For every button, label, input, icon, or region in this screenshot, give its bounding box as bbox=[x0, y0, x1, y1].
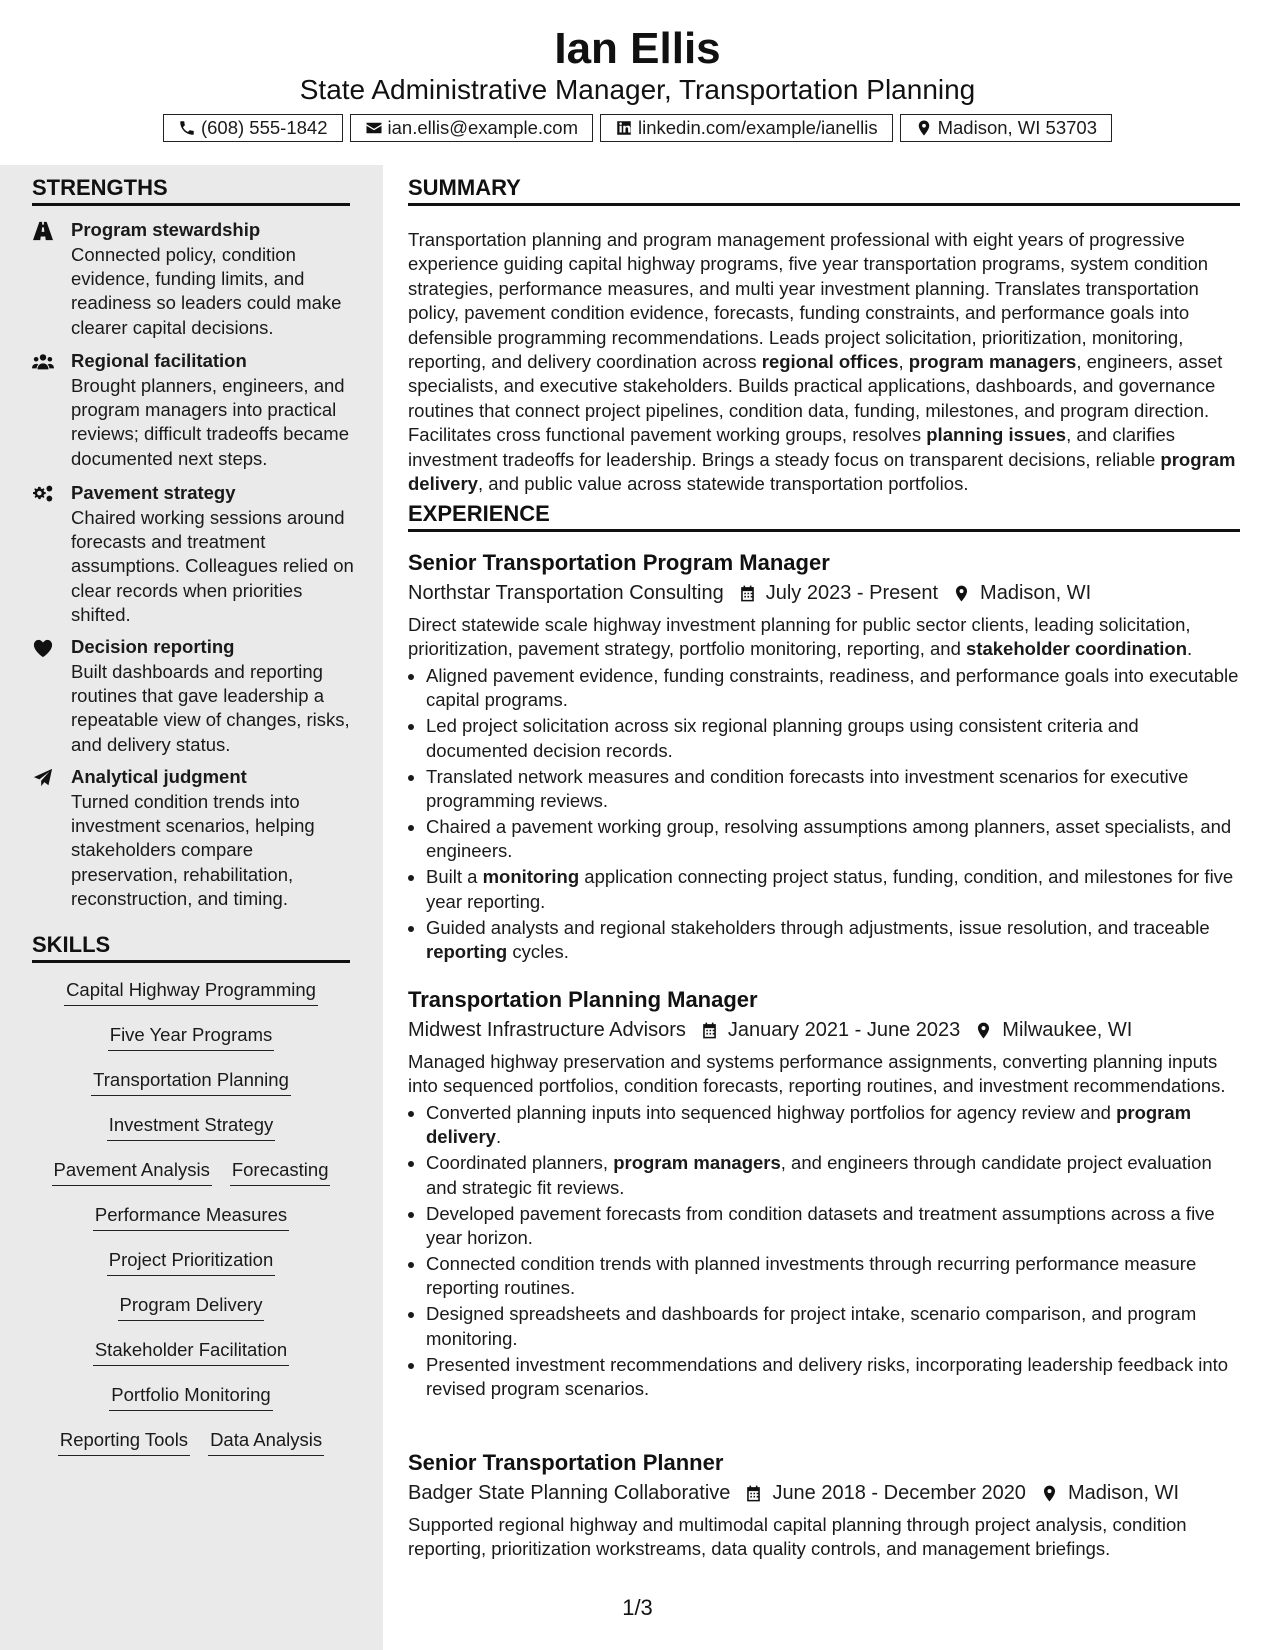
skill-tag: Five Year Programs bbox=[108, 1023, 274, 1051]
skill-tag: Data Analysis bbox=[208, 1428, 324, 1456]
strength-title: Pavement strategy bbox=[71, 482, 236, 503]
bullet-item bbox=[426, 916, 1240, 965]
road-icon bbox=[32, 221, 54, 241]
skills-heading: SKILLS bbox=[32, 930, 350, 963]
bold-keyword: program delivery bbox=[408, 448, 1236, 495]
skill-tag: Forecasting bbox=[230, 1158, 331, 1186]
job-title: Senior Transportation Planner bbox=[408, 1450, 724, 1475]
phone-icon bbox=[178, 119, 196, 137]
sidebar bbox=[0, 165, 383, 1650]
resume-header bbox=[0, 0, 1275, 165]
job-description bbox=[408, 1513, 1240, 1562]
bullet-item bbox=[426, 815, 1240, 864]
job-title: Transportation Planning Manager bbox=[408, 987, 758, 1012]
text-run: , bbox=[898, 351, 909, 373]
job-dates: June 2018 - December 2020 bbox=[772, 1482, 1026, 1504]
skill-tag: Capital Highway Programming bbox=[64, 978, 318, 1006]
users-icon bbox=[32, 352, 54, 372]
skill-tag: Transportation Planning bbox=[91, 1068, 291, 1096]
bullet-item bbox=[426, 865, 1240, 914]
job-location: Madison, WI bbox=[980, 582, 1092, 604]
skill-tag: Performance Measures bbox=[93, 1203, 289, 1231]
company-name: Midwest Infrastructure Advisors bbox=[408, 1019, 686, 1041]
text-run: Presented investment recommendations and delivery risks, incorporating leadership feedback into revised program scenarios. bbox=[426, 1353, 1229, 1400]
text-run: Developed pavement forecasts from condition datasets and treatment assumptions across a five year horizon. bbox=[426, 1202, 1215, 1249]
job-location: Milwaukee, WI bbox=[1002, 1019, 1133, 1041]
text-run: Direct statewide scale highway investment planning for public sector clients, leading solicitation, prioritization, pavement strategy, portfolio monitoring, reporting, and bbox=[408, 614, 1191, 660]
text-run: Supported regional highway and multimodal capital planning through project analysis, condition reporting, prioritization workstreams, data quality controls, and management briefings. bbox=[408, 1514, 1187, 1560]
candidate-name: Ian Ellis bbox=[554, 24, 721, 73]
skill-tag: Project Prioritization bbox=[107, 1248, 276, 1276]
map-pin-icon bbox=[974, 1021, 993, 1040]
skill-row bbox=[32, 1113, 350, 1141]
map-pin-icon bbox=[952, 584, 971, 603]
strength-desc: Connected policy, condition evidence, funding limits, and readiness so leaders could make clearer capital decisions. bbox=[71, 243, 342, 338]
job-bullets bbox=[408, 1101, 1240, 1402]
skill-row bbox=[32, 1338, 350, 1366]
text-run: , and clarifies investment tradeoffs for leadership. Brings a steady focus on transparent decisions, reliable bbox=[408, 424, 1176, 470]
experience-heading: EXPERIENCE bbox=[408, 499, 1240, 532]
bold-keyword: stakeholder coordination bbox=[966, 638, 1188, 660]
text-run: , engineers, asset specialists, and executive stakeholders. Builds practical applications, dashboards, and governance routines that connect project pipelines, condition data, funding, milestones, and program direction. Facilitates cross functional pavement working groups, resolves bbox=[408, 351, 1223, 446]
text-run: , and engineers through candidate project evaluation and strategic fit reviews. bbox=[426, 1152, 1212, 1198]
bold-keyword: program managers bbox=[908, 351, 1077, 373]
contact-email[interactable] bbox=[350, 114, 594, 142]
strength-desc: Built dashboards and reporting routines that gave leadership a repeatable view of changes, risks, and delivery status. bbox=[71, 660, 350, 755]
text-run: Translated network measures and condition forecasts into investment scenarios for executive programming reviews. bbox=[426, 765, 1189, 812]
skill-row bbox=[32, 1158, 350, 1186]
skill-tag: Pavement Analysis bbox=[52, 1158, 212, 1186]
text-run: Led project solicitation across six regional planning groups using consistent criteria and documented decision records. bbox=[426, 715, 1139, 761]
heart-icon bbox=[32, 638, 54, 658]
company-name: Northstar Transportation Consulting bbox=[408, 582, 724, 604]
text-run: application connecting project status, funding, condition, and milestones for five year reporting. bbox=[426, 866, 1234, 912]
map-pin-icon bbox=[915, 119, 933, 137]
skill-row bbox=[32, 1203, 350, 1231]
skill-row bbox=[32, 978, 350, 1006]
bullet-item bbox=[426, 1101, 1240, 1150]
text-run: Aligned pavement evidence, funding constraints, readiness, and performance goals into executable capital programs. bbox=[426, 664, 1239, 711]
skill-tag: Investment Strategy bbox=[107, 1113, 276, 1141]
job-meta bbox=[408, 1479, 1240, 1507]
job-title: Senior Transportation Program Manager bbox=[408, 550, 830, 575]
summary-text bbox=[408, 228, 1240, 496]
job-entry bbox=[408, 1449, 1240, 1562]
contact-location bbox=[900, 114, 1112, 142]
skill-tag: Program Delivery bbox=[118, 1293, 265, 1321]
bullet-item bbox=[426, 1151, 1240, 1200]
contact-linkedin[interactable] bbox=[600, 114, 893, 142]
bold-keyword: program delivery bbox=[426, 1101, 1192, 1148]
calendar-icon bbox=[700, 1021, 719, 1040]
linkedin-icon bbox=[615, 119, 633, 137]
bullet-item bbox=[426, 1302, 1240, 1351]
bullet-item bbox=[426, 664, 1240, 713]
text-run: Guided analysts and regional stakeholders through adjustments, issue resolution, and traceable bbox=[426, 916, 1210, 938]
envelope-icon bbox=[365, 119, 383, 137]
calendar-icon bbox=[744, 1484, 763, 1503]
page-number: 1/3 bbox=[622, 1595, 653, 1620]
bullet-item bbox=[426, 765, 1240, 814]
text-run: . bbox=[495, 1126, 502, 1148]
job-dates: July 2023 - Present bbox=[765, 582, 939, 604]
email-text: ian.ellis@example.com bbox=[387, 117, 578, 138]
paper-plane-icon bbox=[32, 768, 54, 788]
text-run: cycles. bbox=[507, 941, 569, 963]
bold-keyword: planning issues bbox=[926, 424, 1067, 446]
job-description bbox=[408, 1050, 1240, 1099]
skill-row bbox=[32, 1248, 350, 1276]
bold-keyword: program managers bbox=[613, 1152, 781, 1174]
bold-keyword: regional offices bbox=[761, 351, 899, 373]
skill-row bbox=[32, 1023, 350, 1051]
job-dates: January 2021 - June 2023 bbox=[727, 1019, 961, 1041]
candidate-role: State Administrative Manager, Transportation Planning bbox=[299, 74, 976, 105]
strength-desc: Turned condition trends into investment scenarios, helping stakeholders compare preservation, rehabilitation, reconstruction, and timing. bbox=[71, 790, 315, 910]
strength-title: Program stewardship bbox=[71, 219, 261, 240]
job-description bbox=[408, 613, 1240, 662]
text-run: Converted planning inputs into sequenced highway portfolios for agency review and bbox=[426, 1101, 1117, 1123]
strengths-heading: STRENGTHS bbox=[32, 173, 350, 206]
bullet-item bbox=[426, 714, 1240, 763]
strength-title: Regional facilitation bbox=[71, 350, 247, 371]
strength-desc: Chaired working sessions around forecasts and treatment assumptions. Colleagues relied on clear records when priorities shifted. bbox=[71, 506, 354, 626]
job-bullets bbox=[408, 664, 1240, 965]
text-run: Designed spreadsheets and dashboards for project intake, scenario comparison, and program monitoring. bbox=[426, 1303, 1197, 1349]
bold-keyword: monitoring bbox=[482, 866, 580, 888]
skill-row bbox=[32, 1383, 350, 1411]
map-pin-icon bbox=[1040, 1484, 1059, 1503]
phone-text: (608) 555-1842 bbox=[200, 117, 328, 138]
location-text: Madison, WI 53703 bbox=[937, 117, 1097, 138]
strength-desc: Brought planners, engineers, and program managers into practical reviews; difficult tradeoffs became documented next steps. bbox=[71, 374, 349, 469]
contact-phone bbox=[163, 114, 343, 142]
text-run: Coordinated planners, bbox=[426, 1152, 614, 1174]
bold-keyword: reporting bbox=[426, 941, 508, 963]
text-run: , and public value across statewide transportation portfolios. bbox=[477, 473, 969, 495]
bullet-item bbox=[426, 1252, 1240, 1301]
job-location: Madison, WI bbox=[1067, 1482, 1180, 1504]
skill-tag: Portfolio Monitoring bbox=[109, 1383, 272, 1411]
linkedin-text: linkedin.com/example/ianellis bbox=[638, 117, 878, 138]
text-run: Managed highway preservation and systems performance assignments, converting planning inputs into sequenced portfolios, condition forecasts, reporting routines, and investment recommendations. bbox=[408, 1051, 1226, 1097]
bullet-item bbox=[426, 1353, 1240, 1402]
skill-row bbox=[32, 1068, 350, 1096]
strength-title: Analytical judgment bbox=[71, 766, 247, 787]
skill-row bbox=[32, 1428, 350, 1456]
text-run: Transportation planning and program management professional with eight years of progressive experience guiding capital highway programs, five year transportation programs, system condition strategies, performance measures, and multi year investment planning. Translates transportation policy, pavement condition evidence, forecasts, funding constraints, and performance goals into defensible programming recommendations. Leads project solicitation, prioritization, monitoring, reporting, and delivery coordination across bbox=[408, 229, 1209, 373]
skill-tag: Reporting Tools bbox=[58, 1428, 190, 1456]
skill-row bbox=[32, 1293, 350, 1321]
strength-title: Decision reporting bbox=[71, 636, 235, 657]
text-run: Built a bbox=[426, 866, 483, 888]
summary-heading: SUMMARY bbox=[408, 173, 1240, 206]
gears-icon bbox=[32, 484, 54, 504]
skill-tag: Stakeholder Facilitation bbox=[93, 1338, 289, 1366]
job-meta bbox=[408, 579, 1240, 607]
bullet-item bbox=[426, 1202, 1240, 1251]
job-entry bbox=[408, 986, 1240, 1403]
text-run: Connected condition trends with planned investments through recurring performance measure reporting routines. bbox=[426, 1253, 1197, 1299]
job-meta bbox=[408, 1016, 1240, 1044]
text-run: . bbox=[1187, 638, 1193, 660]
calendar-icon bbox=[738, 584, 757, 603]
company-name: Badger State Planning Collaborative bbox=[408, 1482, 731, 1504]
job-entry bbox=[408, 549, 1240, 966]
contact-bar bbox=[0, 114, 1275, 142]
text-run: Chaired a pavement working group, resolving assumptions among planners, asset specialists, and engineers. bbox=[426, 816, 1232, 862]
